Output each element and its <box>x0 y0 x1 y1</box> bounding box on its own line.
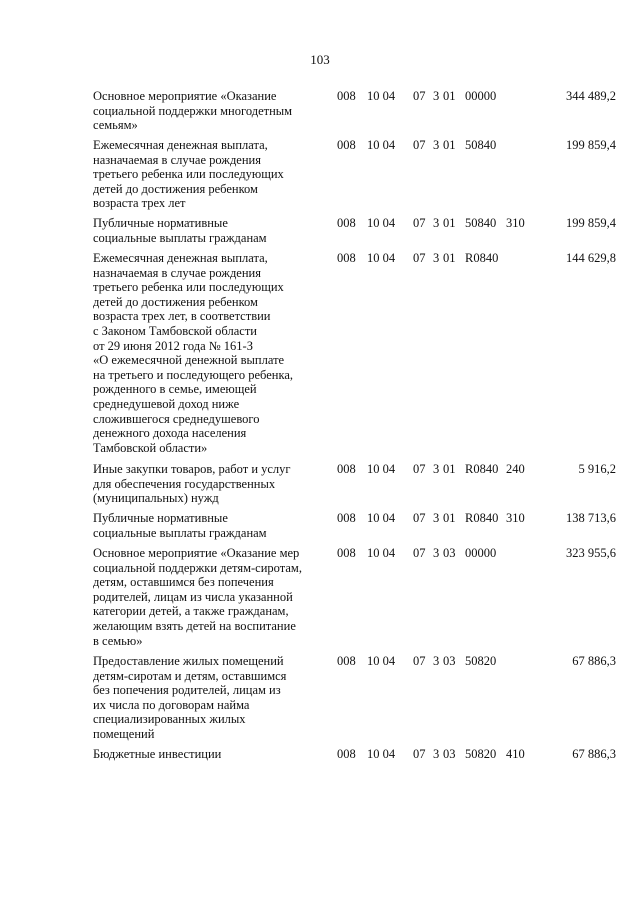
item-name: Иные закупки товаров, работ и услуг для обеспечения государственных (муниципальных) нужд <box>93 462 291 506</box>
expense-type-code: 310 <box>506 216 525 230</box>
amount: 144 629,8 <box>566 251 616 265</box>
item-name: Публичные нормативные социальные выплаты гражданам <box>93 511 267 540</box>
amount: 323 955,6 <box>566 546 616 560</box>
item-name: Бюджетные инвестиции <box>93 747 222 761</box>
ministry-code: 008 <box>337 747 356 761</box>
target-subprogram-code: 3 <box>433 546 440 560</box>
section-code: 10 04 <box>367 138 396 152</box>
expense-type-code: 410 <box>506 747 525 761</box>
target-direction-code: R0840 <box>465 511 499 525</box>
target-subprogram-code: 3 <box>433 654 440 668</box>
amount: 344 489,2 <box>566 89 616 103</box>
ministry-code: 008 <box>337 462 356 476</box>
item-name: Ежемесячная денежная выплата, назначаемая в случае рождения третьего ребенка или последующих детей до достижения ребенком возраста трех лет <box>93 138 284 211</box>
target-program-code: 07 <box>413 89 426 103</box>
section-code: 10 04 <box>367 511 396 525</box>
ministry-code: 008 <box>337 251 356 265</box>
target-program-code: 07 <box>413 511 426 525</box>
amount: 5 916,2 <box>578 462 616 476</box>
target-event-code: 01 <box>443 511 456 525</box>
target-event-code: 03 <box>443 747 456 761</box>
target-direction-code: R0840 <box>465 462 499 476</box>
item-name: Основное мероприятие «Оказание социальной поддержки многодетным семьям» <box>93 89 293 133</box>
target-program-code: 07 <box>413 546 426 560</box>
section-code: 10 04 <box>367 89 396 103</box>
item-name: Ежемесячная денежная выплата, назначаемая в случае рождения третьего ребенка или последующих детей до достижения ребенком возраста трех лет, в соответствии с Законом Тамбовской области от 29 июня 2012 года № 161-З «О ежемесячной денежной выплате на третьего и последующего ребенка, рожденного в семье, имеющей среднедушевой доход ниже сложившегося среднедушевого денежного дохода населения Тамбовской области» <box>93 251 294 455</box>
item-name: Основное мероприятие «Оказание мер социальной поддержки детям-сиротам, детям, оставшимся без попечения родителей, лицам из числа указанной категории детей, а также гражданам, желающим взять детей на воспитание в семью» <box>93 546 302 648</box>
amount: 199 859,4 <box>566 138 616 152</box>
target-subprogram-code: 3 <box>433 511 440 525</box>
amount: 67 886,3 <box>572 654 616 668</box>
target-event-code: 01 <box>443 462 456 476</box>
target-direction-code: 50820 <box>465 654 497 668</box>
target-program-code: 07 <box>413 251 426 265</box>
page-number: 103 <box>310 52 330 67</box>
target-event-code: 01 <box>443 89 456 103</box>
expense-type-code: 240 <box>506 462 525 476</box>
section-code: 10 04 <box>367 251 396 265</box>
target-program-code: 07 <box>413 747 426 761</box>
target-event-code: 03 <box>443 546 456 560</box>
target-event-code: 01 <box>443 216 456 230</box>
target-direction-code: 50840 <box>465 216 497 230</box>
target-subprogram-code: 3 <box>433 216 440 230</box>
target-subprogram-code: 3 <box>433 747 440 761</box>
target-direction-code: 50820 <box>465 747 497 761</box>
target-subprogram-code: 3 <box>433 251 440 265</box>
section-code: 10 04 <box>367 216 396 230</box>
target-program-code: 07 <box>413 138 426 152</box>
target-subprogram-code: 3 <box>433 89 440 103</box>
section-code: 10 04 <box>367 546 396 560</box>
target-subprogram-code: 3 <box>433 138 440 152</box>
amount: 199 859,4 <box>566 216 616 230</box>
ministry-code: 008 <box>337 546 356 560</box>
target-direction-code: R0840 <box>465 251 499 265</box>
target-event-code: 01 <box>443 251 456 265</box>
section-code: 10 04 <box>367 462 396 476</box>
ministry-code: 008 <box>337 89 356 103</box>
section-code: 10 04 <box>367 747 396 761</box>
target-program-code: 07 <box>413 216 426 230</box>
ministry-code: 008 <box>337 654 356 668</box>
section-code: 10 04 <box>367 654 396 668</box>
ministry-code: 008 <box>337 216 356 230</box>
amount: 67 886,3 <box>572 747 616 761</box>
amount: 138 713,6 <box>566 511 616 525</box>
target-program-code: 07 <box>413 654 426 668</box>
item-name: Публичные нормативные социальные выплаты гражданам <box>93 216 267 245</box>
target-direction-code: 00000 <box>465 89 497 103</box>
item-name: Предоставление жилых помещений детям-сиротам и детям, оставшимся без попечения родителей, лицам из их числа по договорам найма специализированных жилых помещений <box>93 654 287 741</box>
target-subprogram-code: 3 <box>433 462 440 476</box>
expense-type-code: 310 <box>506 511 525 525</box>
target-event-code: 01 <box>443 138 456 152</box>
target-program-code: 07 <box>413 462 426 476</box>
target-event-code: 03 <box>443 654 456 668</box>
ministry-code: 008 <box>337 511 356 525</box>
target-direction-code: 50840 <box>465 138 497 152</box>
ministry-code: 008 <box>337 138 356 152</box>
target-direction-code: 00000 <box>465 546 497 560</box>
